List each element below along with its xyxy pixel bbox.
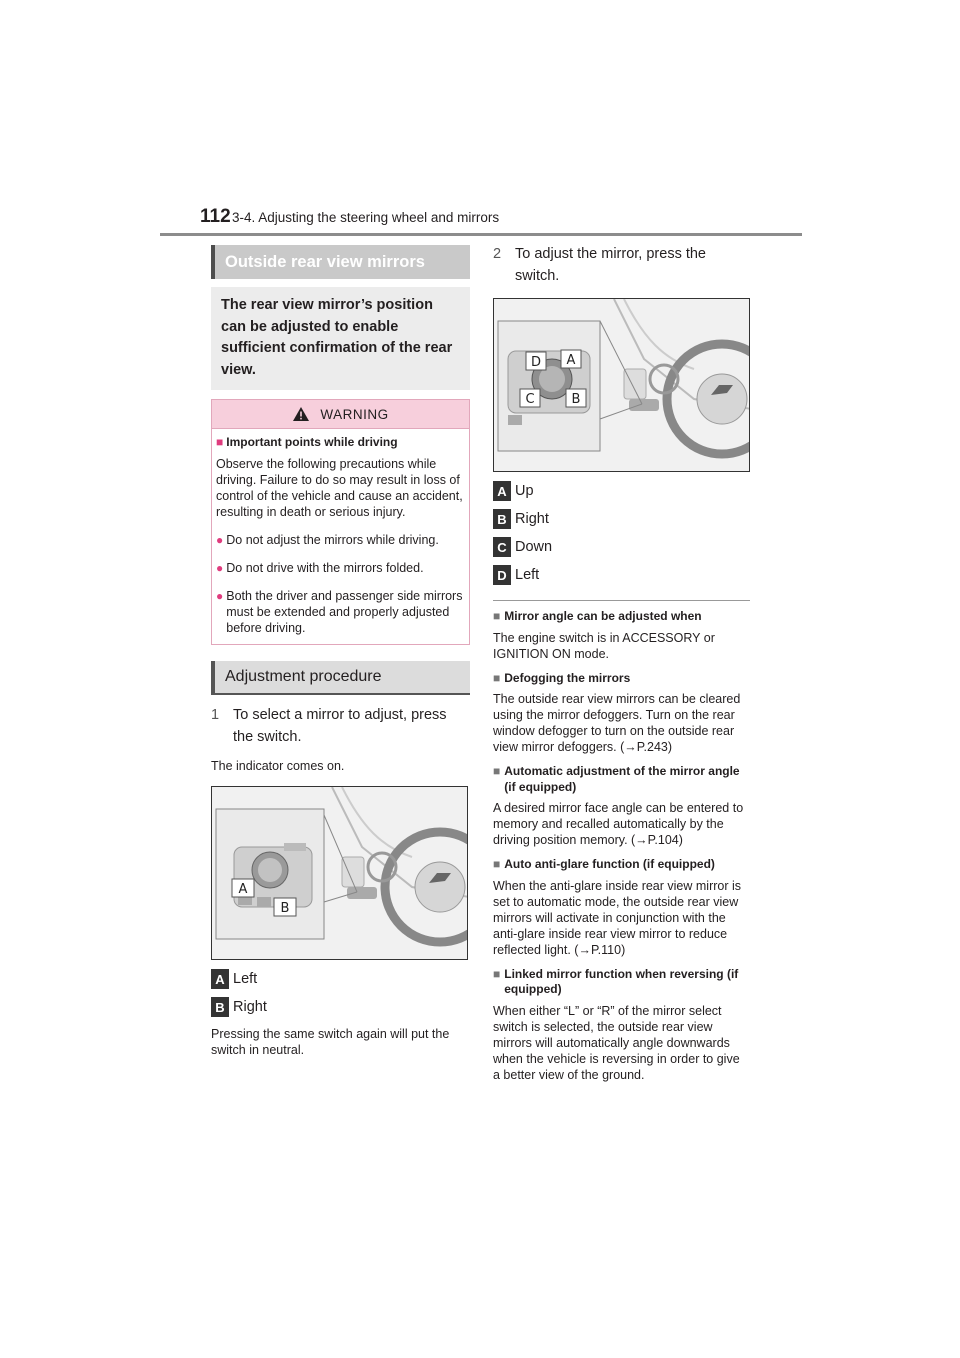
mirror-select-switch-figure [211, 786, 468, 960]
warning-box [211, 399, 470, 645]
step-1: 1 To select a mirror to adjust, press the switch. [211, 707, 447, 745]
square-bullet-icon: ■ [216, 435, 224, 449]
legend-tag: B [211, 997, 229, 1017]
square-bullet-icon: ■ [493, 609, 501, 623]
legend-item: B Right [493, 508, 750, 530]
chapter-title: 3-4. Adjusting the steering wheel and mirrors [232, 210, 500, 225]
info-text: A desired mirror face angle can be entered to memory and recalled automatically by the driving position memory. (→P.104) [493, 801, 744, 847]
circle-bullet-icon: ● [216, 561, 224, 575]
page-number: 112 [200, 206, 231, 227]
warning-triangle-icon [292, 406, 310, 422]
info-heading: ■ Mirror angle can be adjusted when [493, 609, 702, 623]
legend-tag: A [493, 481, 511, 501]
square-bullet-icon: ■ [493, 670, 501, 685]
warning-body [212, 429, 469, 644]
header-rule [160, 233, 802, 236]
figure-label-a: A [238, 882, 248, 897]
info-section [493, 609, 750, 1083]
circle-bullet-icon: ● [216, 589, 224, 603]
warning-bullet: ● Do not adjust the mirrors while driving. [216, 533, 439, 547]
legend-tag: A [211, 969, 229, 989]
circle-bullet-icon: ● [216, 533, 224, 547]
warning-header [212, 400, 469, 429]
neutral-note: Pressing the same switch again will put the switch in neutral. [211, 1027, 450, 1057]
legend-tag: D [493, 565, 511, 585]
info-text: When either “L” or “R” of the mirror select switch is selected, the outside rear view mirrors will automatically angle downwards when the vehicle is reversing in order to give a better view of the ground. [493, 1003, 740, 1082]
info-heading: ■ Linked mirror function when reversing (if equipped) [493, 966, 739, 996]
procedure-title: Adjustment procedure [211, 661, 470, 695]
legend-item: A Up [493, 480, 750, 502]
step-2: 2 To adjust the mirror, press the switch. [493, 246, 706, 284]
figure-label-c: C [525, 392, 535, 407]
warning-text: Observe the following precautions while driving. Failure to do so may result in loss of control of the vehicle and cause an accident, resulting in death or serious injury. [216, 457, 463, 519]
square-bullet-icon: ■ [493, 764, 501, 778]
legend-item: B Right [211, 996, 470, 1018]
right-column [493, 245, 750, 1092]
info-text: When the anti-glare inside rear view mirror is set to automatic mode, the outside rear view mirrors will activate in conjunction with the anti-glare inside rear view mirror to reduce reflected light. (→P.110) [493, 878, 742, 957]
warning-bullet: ● Both the driver and passenger side mirrors must be extended and properly adjusted before driving. [216, 589, 463, 635]
legend-item: D Left [493, 564, 750, 586]
figure-label-b: B [280, 901, 290, 916]
divider [493, 600, 750, 601]
legend-item: A Left [211, 968, 470, 990]
legend-item: C Down [493, 536, 750, 558]
step-1-note: The indicator comes on. [211, 759, 345, 773]
mirror-adjust-switch-figure [493, 298, 750, 472]
figure-label-b: B [571, 392, 581, 407]
intro-box: The rear view mirror’s position can be adjusted to enable sufficient confirmation of the rear view. [211, 287, 470, 390]
info-heading: ■ Auto anti-glare function (if equipped) [493, 857, 715, 871]
info-text: The outside rear view mirrors can be cleared using the mirror defoggers. Turn on the rear window defogger to turn on the outside rear view mirror defoggers. (→P.243) [493, 692, 741, 754]
legend-tag: B [493, 509, 511, 529]
warning-bullet: ● Do not drive with the mirrors folded. [216, 561, 424, 575]
left-column [211, 245, 470, 1058]
section-title: Outside rear view mirrors [211, 245, 470, 279]
square-bullet-icon: ■ [493, 966, 501, 981]
warning-subhead: ■ Important points while driving [216, 435, 398, 449]
warning-label: WARNING [320, 406, 389, 422]
square-bullet-icon: ■ [493, 857, 501, 871]
figure-label-d: D [530, 355, 542, 370]
info-heading: ■ Defogging the mirrors [493, 670, 631, 685]
info-heading: ■ Automatic adjustment of the mirror angle (if equipped) [493, 764, 740, 794]
info-text: The engine switch is in ACCESSORY or IGNITION ON mode. [493, 630, 715, 661]
figure-label-a: A [566, 353, 576, 368]
legend-tag: C [493, 537, 511, 557]
